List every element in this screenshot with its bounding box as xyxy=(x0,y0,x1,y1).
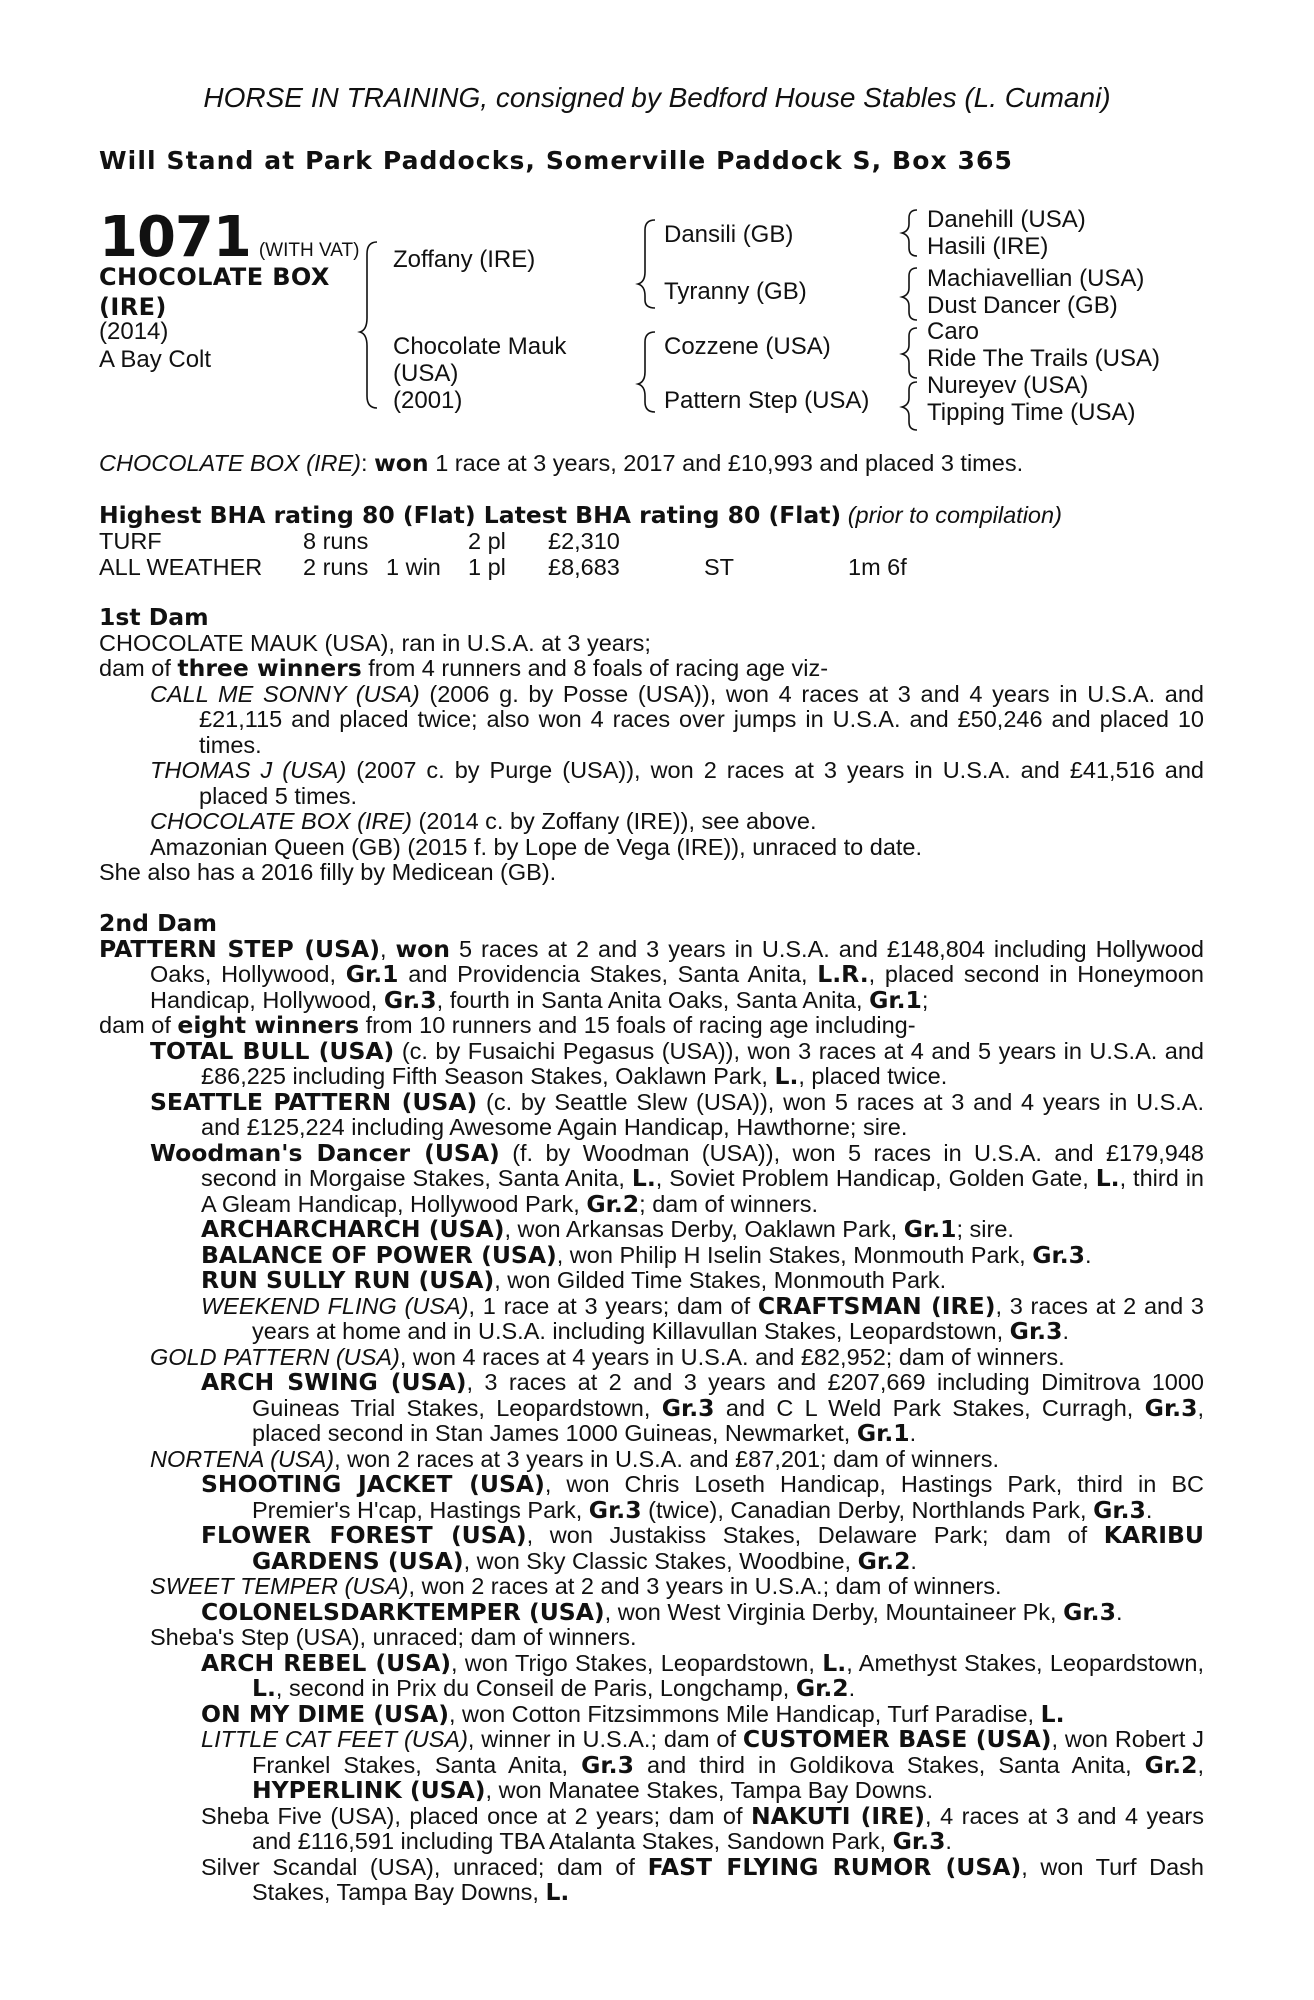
granddam-2: Hasili (IRE) xyxy=(927,233,1049,260)
produce-balance-of-power: BALANCE OF POWER (USA), won Philip H Iselin Stakes, Monmouth Park, Gr.3. xyxy=(201,1240,1092,1269)
produce-shebas-step: Sheba's Step (USA), unraced; dam of winners. xyxy=(150,1624,637,1650)
produce-nortena: NORTENA (USA), won 2 races at 3 years in U.S.A. and £87,201; dam of winners. xyxy=(150,1445,999,1472)
bha-ratings: Highest BHA rating 80 (Flat) Latest BHA rating 80 (Flat) xyxy=(99,501,842,529)
produce-sweet-temper: SWEET TEMPER (USA), won 2 races at 2 and 3 years in U.S.A.; dam of winners. xyxy=(150,1573,1002,1599)
consignor-line: HORSE IN TRAINING, consigned by Bedford House Stables (L. Cumani) xyxy=(203,82,1111,113)
dam xyxy=(393,333,566,414)
horse-name-line1: CHOCOLATE BOX xyxy=(99,263,330,291)
produce-sheba-five: Sheba Five (USA), placed once at 2 years; dam of NAKUTI (IRE), 4 races at 3 and 4 years and £116,591 including TBA Atalanta Stakes, Sandown Park, Gr.3. xyxy=(201,1801,1205,1855)
produce-gold-pattern: GOLD PATTERN (USA), won 4 races at 4 years in U.S.A. and £82,952; dam of winners. xyxy=(150,1343,1065,1370)
grandsire-5: Caro xyxy=(927,318,980,345)
produce-on-my-dime: ON MY DIME (USA), won Cotton Fitzsimmons Mile Handicap, Turf Paradise, L. xyxy=(201,1699,1065,1728)
second-dam-section: 2nd Dam PATTERN STEP (USA), won 5 races at 2 and 3 years in U.S.A. and £148,804 including Hollywood Oaks, Hollywood, Gr.1 and Providencia Stakes, Santa Anita, L.R., placed second in Honeymoon Handicap, Hollywood, Gr.3, fourth in Santa Anita Oaks, Santa Anita, Gr.1; dam of eight winners from 10 runners and 15 foals of racing age including- TOTAL BULL (USA) (c. by Fusaichi Pegasus (USA)), won 3 races at 4 and 5 years in U.S.A. and £86,225 including Fifth Season Stakes, Oaklawn Park, L., placed twice. SEATTLE PATTERN (USA) (c. by Seattle Slew (USA)), won 5 races at 3 and 4 years in U.S.A. and £125,224 including Awesome Again Handicap, Hawthorne; sire. Woodman's Dancer (USA) (f. by Woodman (USA)), won 5 races in U.S.A. and £179,948 second in Morgaise Stakes, Santa Anita, L., Soviet Problem Handicap, Golden Gate, L., third in A Gleam Handicap, Hollywood Park, Gr.2; dam of winners. ARCHARCHARCH (USA), won Arkansas Derby, Oaklawn Park, Gr.1; sire. BALANCE OF POWER (USA), won Philip H Iselin Stakes, Monmouth Park, Gr.3. RUN SULLY RUN (USA), won Gilded Time Stakes, Monmouth Park. WEEKEND FLING (USA), 1 race at 3 years; dam of CRAFTSMAN (IRE), 3 races at 2 and 3 years at home and in U.S.A. including Killavullan Stakes, Leopardstown, Gr.3. GOLD PATTERN (USA), won 4 races at 4 years in U.S.A. and £82,952; dam of winners. ARCH SWING (USA), 3 races at 2 and 3 years and £207,669 including Dimitrova 1000 Guineas Trial Stakes, Leopardstown, Gr.3 and C L Weld Park Stakes, Curragh, Gr.3, placed second in Stan James 1000 Guineas, Newmarket, Gr.1. NORTENA (USA), won 2 races at 3 years in U.S.A. and £87,201; dam of winners. SHOOTING JACKET (USA), won Chris Loseth Handicap, Hastings Park, third in BC Premier's H'cap, Hastings Park, Gr.3 (twice), Canadian Derby, Northlands Park, Gr.3. FLOWER FOREST (USA), won Justakiss Stakes, Delaware Park; dam of KARIBU GARDENS (USA), won Sky Classic Stakes, Woodbine, Gr.2. SWEET TEMPER (USA), won 2 races at 2 and 3 years in U.S.A.; dam of winners. COLONELSDARKTEMPER (USA), won West Virginia Derby, Mountaineer Pk, Gr.3. Sheba's Step (USA), unraced; dam of winners. ARCH REBEL (USA), won Trigo Stakes, Leopardstown, L., Amethyst Stakes, Leopardstown, L., second in Prix du Conseil de Paris, Longchamp, Gr.2. ON MY DIME (USA), won Cotton Fitzsimmons Mile Handicap, Turf Paradise, L. LITTLE CAT FEET (USA), winner in U.S.A.; dam of CUSTOMER BASE (USA), won Robert J Frankel Stakes, Santa Anita, Gr.3 and third in Goldikova Stakes, Santa Anita, Gr.2, HYPERLINK (USA), won Manatee Stakes, Tampa Bay Downs. Sheba Five (USA), placed once at 2 years; dam of NAKUTI (IRE), 4 races at 3 and 4 years and £116,591 including TBA Atalanta Stakes, Sandown Park, Gr.3. Silver Scandal (USA), unraced; dam of FAST FLYING RUMOR (USA), won Turf Dash Stakes, Tampa Bay Downs, L. xyxy=(99,909,1205,1906)
produce-shooting-jacket: SHOOTING JACKET (USA), won Chris Loseth Handicap, Hastings Park, third in BC Premier's H'cap, Hastings Park, Gr.3 (twice), Canadian Derby, Northlands Park, Gr.3. xyxy=(201,1470,1204,1524)
grandsire-7: Nureyev (USA) xyxy=(927,372,1089,399)
second-dam-heading: 2nd Dam xyxy=(99,909,217,937)
grandsire-1: Danehill (USA) xyxy=(927,206,1086,233)
produce-chocolate-box: CHOCOLATE BOX (IRE) (2014 c. by Zoffany (IRE)), see above. xyxy=(150,808,817,834)
produce-little-cat-feet: LITTLE CAT FEET (USA), winner in U.S.A.; dam of CUSTOMER BASE (USA), won Robert J Frankel Stakes, Santa Anita, Gr.3 and third in Goldikova Stakes, Santa Anita, Gr.2, HYPERLINK (USA), won Manatee Stakes, Tampa Bay Downs. xyxy=(201,1725,1204,1804)
first-dam-section: 1st Dam CHOCOLATE MAUK (USA), ran in U.S.A. at 3 years; dam of three winners from 4 runners and 8 foals of racing age viz- CALL ME SONNY (USA) (2006 g. by Posse (USA)), won 4 races at 3 and 4 years in U.S.A. and £21,115 and placed twice; also won 4 races over jumps in U.S.A. and £50,246 and placed 10 times. THOMAS J (USA) (2007 c. by Purge (USA)), won 2 races at 3 years in U.S.A. and £41,516 and placed 5 times. CHOCOLATE BOX (IRE) (2014 c. by Zoffany (IRE)), see above. Amazonian Queen (GB) (2015 f. by Lope de Vega (IRE)), unraced to date. She also has a 2016 filly by Medicean (GB). xyxy=(99,603,1205,885)
produce-seattle-pattern: SEATTLE PATTERN (USA) (c. by Seattle Slew (USA)), won 5 races at 3 and 4 years in U.S.A. and £125,224 including Awesome Again Handicap, Hawthorne; sire. xyxy=(150,1087,1204,1140)
all-weather-stats: ALL WEATHER 2 runs 1 win 1 pl £8,683 ST 1m 6f xyxy=(99,553,907,580)
won-label: won xyxy=(374,449,429,477)
horse-description: A Bay Colt xyxy=(99,346,212,373)
vat-note: (WITH VAT) xyxy=(258,240,360,261)
produce-flower-forest: FLOWER FOREST (USA), won Justakiss Stakes, Delaware Park; dam of KARIBU GARDENS (USA), won Sky Classic Stakes, Woodbine, Gr.2. xyxy=(201,1521,1204,1575)
lot-number: 1071 xyxy=(99,205,251,270)
produce-woodmans-dancer: Woodman's Dancer (USA) (f. by Woodman (USA)), won 5 races in U.S.A. and £179,948 second in Morgaise Stakes, Santa Anita, L., Soviet Problem Handicap, Golden Gate, L., third in A Gleam Handicap, Hollywood Park, Gr.2; dam of winners. xyxy=(150,1138,1204,1218)
produce-arch-rebel: ARCH REBEL (USA), won Trigo Stakes, Leopardstown, L., Amethyst Stakes, Leopardstown, L., second in Prix du Conseil de Paris, Longchamp, Gr.2. xyxy=(201,1648,1205,1702)
produce-arch-swing: ARCH SWING (USA), 3 races at 2 and 3 years and £207,669 including Dimitrova 1000 Guineas Trial Stakes, Leopardstown, Gr.3 and C L Weld Park Stakes, Curragh, Gr.3, placed second in Stan James 1000 Guineas, Newmarket, Gr.1. xyxy=(201,1368,1204,1447)
ratings-section xyxy=(99,503,1204,581)
horse-name-line2: (IRE) xyxy=(99,293,167,321)
dam-name-line1: Chocolate Mauk xyxy=(393,333,567,360)
dam-dam: Pattern Step (USA) xyxy=(664,387,870,414)
produce-call-me-sonny: CALL ME SONNY (USA) (2006 g. by Posse (USA)), won 4 races at 3 and 4 years in U.S.A. and £21,115 and placed twice; also won 4 races over jumps in U.S.A. and £50,246 and placed 10 times. xyxy=(150,680,1204,758)
sire: Zoffany (IRE) xyxy=(393,246,536,273)
dam-sire: Cozzene (USA) xyxy=(664,333,831,360)
grandsire-3: Machiavellian (USA) xyxy=(927,265,1145,292)
turf-stats: TURF 8 runs 2 pl £2,310 xyxy=(99,527,620,554)
produce-silver-scandal: Silver Scandal (USA), unraced; dam of FAST FLYING RUMOR (USA), won Turf Dash Stakes, Tampa Bay Downs, L. xyxy=(201,1852,1204,1906)
sire-dam: Tyranny (GB) xyxy=(664,278,807,305)
granddam-8: Tipping Time (USA) xyxy=(927,399,1136,426)
summary-horse-name: CHOCOLATE BOX (IRE) xyxy=(99,450,362,476)
produce-total-bull: TOTAL BULL (USA) (c. by Fusaichi Pegasus (USA)), won 3 races at 4 and 5 years in U.S.A. and £86,225 including Fifth Season Stakes, Oaklawn Park, L., placed twice. xyxy=(150,1036,1205,1090)
first-dam-heading: 1st Dam xyxy=(99,603,209,631)
horse-year: (2014) xyxy=(99,318,169,345)
dam-name-line2: (USA) xyxy=(393,360,459,387)
pattern-step-record: PATTERN STEP (USA), won 5 races at 2 and 3 years in U.S.A. and £148,804 including Hollywood Oaks, Hollywood, Gr.1 and Providencia Stakes, Santa Anita, L.R., placed second in Honeymoon Handicap, Hollywood, Gr.3, fourth in Santa Anita Oaks, Santa Anita, Gr.1; xyxy=(99,934,1204,1014)
produce-archarcharch: ARCHARCHARCH (USA), won Arkansas Derby, Oaklawn Park, Gr.1; sire. xyxy=(201,1215,1014,1243)
produce-amazonian-queen: Amazonian Queen (GB) (2015 f. by Lope de Vega (IRE)), unraced to date. xyxy=(150,833,923,860)
sire-sire: Dansili (GB) xyxy=(664,221,794,248)
produce-thomas-j: THOMAS J (USA) (2007 c. by Purge (USA)), won 2 races at 3 years in U.S.A. and £41,516 and placed 5 times. xyxy=(150,757,1205,809)
stand-location-line: Will Stand at Park Paddocks, Somerville Paddock S, Box 365 xyxy=(99,146,1013,175)
granddam-4: Dust Dancer (GB) xyxy=(927,292,1118,319)
produce-2016-filly: She also has a 2016 filly by Medicean (GB). xyxy=(99,859,557,885)
pedigree-braces xyxy=(0,0,1314,440)
produce-weekend-fling: WEEKEND FLING (USA), 1 race at 3 years; dam of CRAFTSMAN (IRE), 3 races at 2 and 3 years at home and in U.S.A. including Killavullan Stakes, Leopardstown, Gr.3. xyxy=(201,1291,1204,1345)
race-summary: CHOCOLATE BOX (IRE): won 1 race at 3 years, 2017 and £10,993 and placed 3 times. xyxy=(99,449,1024,477)
ratings-note: (prior to compilation) xyxy=(847,502,1062,528)
dam-name-line3: (2001) xyxy=(393,387,463,414)
granddam-6: Ride The Trails (USA) xyxy=(927,345,1160,372)
produce-run-sully-run: RUN SULLY RUN (USA), won Gilded Time Stakes, Monmouth Park. xyxy=(201,1266,947,1294)
produce-colonelsdarktemper: COLONELSDARKTEMPER (USA), won West Virginia Derby, Mountaineer Pk, Gr.3. xyxy=(201,1597,1123,1626)
